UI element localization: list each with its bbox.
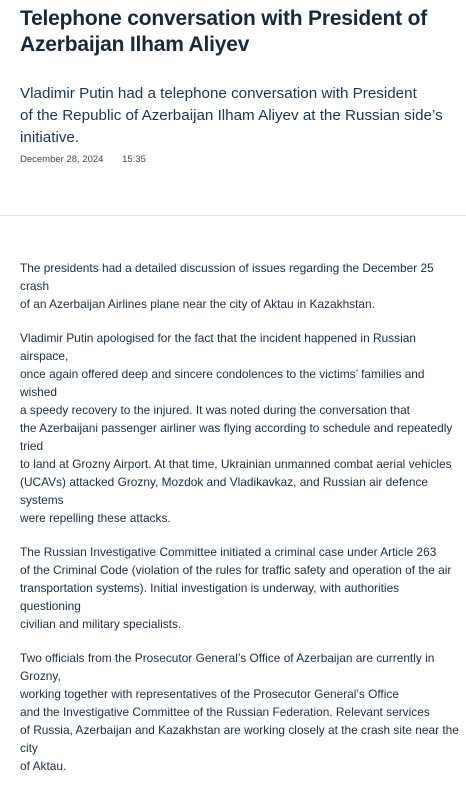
publication-date: December 28, 2024 [20,154,104,165]
section-divider [0,215,466,216]
article-body [20,259,460,791]
page-title: Telephone conversation with President of Azerbaijan Ilham Aliyev [20,7,428,56]
publication-meta [20,154,146,166]
article-paragraph-3: The Russian Investigative Committee initiated a criminal case under Article 263 of the Criminal Code (violation of the rules for traffic safety and operation of the air transportation systems). Initial investigation is underway, with authorities questioning civilian and military specialists. [20,545,452,631]
lead-paragraph: Vladimir Putin had a telephone conversation with President of the Republic of Azerbaijan Ilham Aliyev at the Russian side’s initiative. [20,85,443,146]
article-paragraph-1: The presidents had a detailed discussion of issues regarding the December 25 crash of an Azerbaijan Airlines plane near the city of Aktau in Kazakhstan. [20,261,434,311]
article-header [20,6,460,58]
article-paragraph-2: Vladimir Putin apologised for the fact that the incident happened in Russian airspace, once again offered deep and sincere condolences to the victims’ families and wished a speedy recovery to the injured. It was noted during the conversation that the Azerbaijani passenger airliner was flying according to schedule and repeatedly tried to land at Grozny Airport. At that time, Ukrainian unmanned combat aerial vehicles (UCAVs) attacked Grozny, Mozdok and Vladikavkaz, and Russian air defence systems were repelling these attacks. [20,331,453,525]
article-paragraph-4: Two officials from the Prosecutor General’s Office of Azerbaijan are currently in Grozny, working together with representatives of the Prosecutor General’s Office and the Investigative Committee of the Russian Federation. Relevant services of Russia, Azerbaijan and Kazakhstan are working closely at the crash site near the city of Aktau. [20,651,459,773]
publication-time: 15:35 [122,154,146,165]
